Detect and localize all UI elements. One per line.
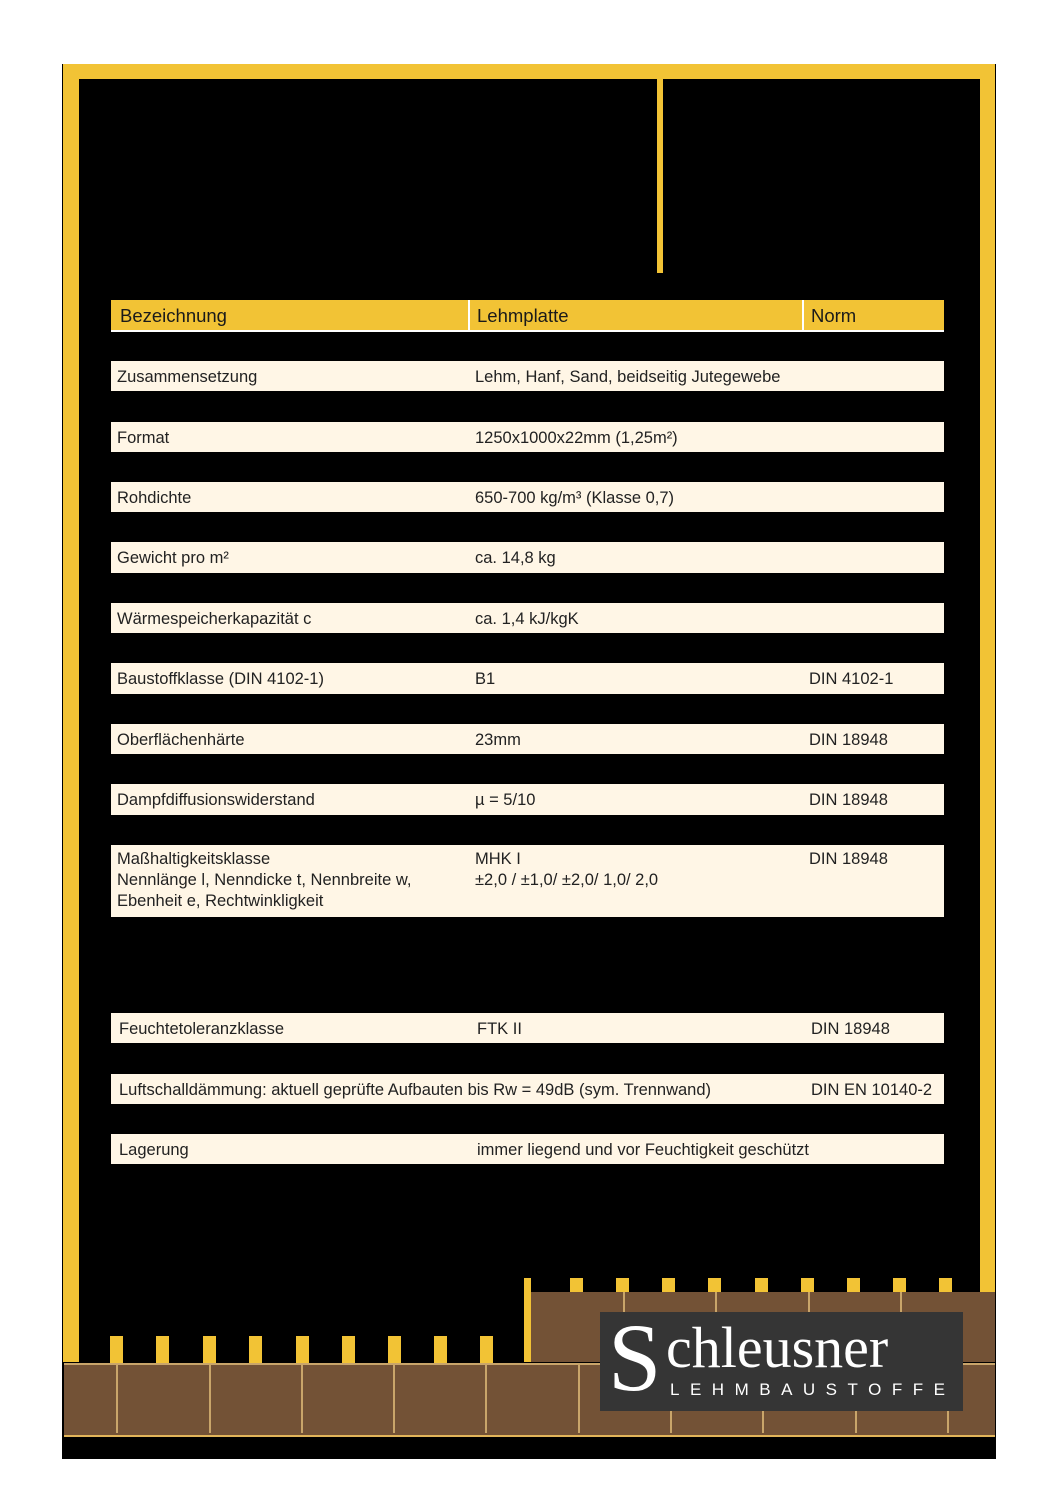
row-value: 650-700 kg/m³ (Klasse 0,7) bbox=[475, 489, 675, 507]
row-label: Zusammensetzung bbox=[117, 368, 258, 386]
crenel bbox=[480, 1336, 493, 1363]
crenel bbox=[616, 1278, 629, 1292]
table-row bbox=[111, 422, 944, 452]
brick-joint bbox=[578, 1365, 580, 1433]
title-divider-line bbox=[657, 79, 663, 273]
row-label-line: Ebenheit e, Rechtwinkligkeit bbox=[117, 892, 324, 910]
crenel bbox=[296, 1336, 309, 1363]
header-separator bbox=[802, 300, 804, 330]
table-header bbox=[111, 300, 944, 332]
brick-joint bbox=[715, 1292, 717, 1312]
crenel bbox=[755, 1278, 768, 1292]
row-norm: DIN 18948 bbox=[811, 1020, 890, 1038]
crenel bbox=[893, 1278, 906, 1292]
brick-joint bbox=[116, 1365, 118, 1433]
table-row bbox=[111, 542, 944, 573]
row-value: ca. 14,8 kg bbox=[475, 549, 556, 567]
table-row bbox=[111, 1013, 944, 1043]
logo-name: chleusner bbox=[666, 1315, 889, 1380]
row-label: Rohdichte bbox=[117, 489, 192, 507]
table-row bbox=[111, 603, 944, 633]
logo-initial: S bbox=[608, 1304, 662, 1411]
brick-joint bbox=[301, 1365, 303, 1433]
table-row bbox=[111, 1134, 944, 1164]
row-label: Wärmespeicherkapazität c bbox=[117, 610, 312, 628]
crenel bbox=[939, 1278, 952, 1292]
row-label: Oberflächenhärte bbox=[117, 731, 245, 749]
page-frame bbox=[62, 64, 996, 1459]
header-bezeichnung: Bezeichnung bbox=[120, 305, 227, 326]
brick-joint bbox=[808, 1292, 810, 1312]
crenel bbox=[203, 1336, 216, 1363]
crenel bbox=[110, 1336, 123, 1363]
row-value: µ = 5/10 bbox=[475, 791, 536, 809]
table-row bbox=[111, 663, 944, 694]
header-separator bbox=[468, 300, 470, 330]
table-row bbox=[111, 784, 944, 815]
frame-border-left bbox=[63, 64, 79, 1362]
crenel bbox=[249, 1336, 262, 1363]
row-norm: DIN 18948 bbox=[809, 731, 888, 749]
wall-post bbox=[524, 1278, 531, 1362]
row-value: MHK I bbox=[475, 850, 521, 868]
table-row bbox=[111, 724, 944, 754]
row-value: ca. 1,4 kJ/kgK bbox=[475, 610, 579, 628]
table-row bbox=[111, 1074, 944, 1104]
row-value: immer liegend und vor Feuchtigkeit geschützt bbox=[477, 1141, 809, 1159]
row-label: Baustoffklasse (DIN 4102-1) bbox=[117, 670, 324, 688]
crenel bbox=[662, 1278, 675, 1292]
header-norm: Norm bbox=[811, 305, 857, 326]
frame-border-right bbox=[980, 64, 995, 1294]
row-value: B1 bbox=[475, 670, 496, 688]
row-label: Lagerung bbox=[119, 1141, 189, 1159]
row-label: Luftschalldämmung: aktuell geprüfte Aufbauten bis Rw = 49dB (sym. Trennwand) bbox=[119, 1081, 712, 1099]
brick-joint bbox=[209, 1365, 211, 1433]
table-row bbox=[111, 361, 944, 391]
row-label: Gewicht pro m² bbox=[117, 549, 229, 567]
crenel bbox=[388, 1336, 401, 1363]
row-label: Feuchtetoleranzklasse bbox=[119, 1020, 285, 1038]
row-label: Format bbox=[117, 429, 170, 447]
crenel bbox=[434, 1336, 447, 1363]
row-norm: DIN EN 10140-2 bbox=[811, 1081, 933, 1099]
row-value-line: ±2,0 / ±1,0/ ±2,0/ 1,0/ 2,0 bbox=[475, 871, 659, 889]
crenel bbox=[708, 1278, 721, 1292]
crenel bbox=[342, 1336, 355, 1363]
row-norm: DIN 18948 bbox=[809, 791, 888, 809]
row-label: Maßhaltigkeitsklasse bbox=[117, 850, 271, 868]
brick-joint bbox=[485, 1365, 487, 1433]
table-row bbox=[111, 482, 944, 512]
row-value: 1250x1000x22mm (1,25m²) bbox=[475, 429, 678, 447]
row-label-line: Nennlänge l, Nenndicke t, Nennbreite w, bbox=[117, 871, 412, 889]
row-norm: DIN 4102-1 bbox=[809, 670, 894, 688]
frame-border-top bbox=[63, 64, 995, 79]
table-row bbox=[111, 845, 944, 917]
crenel bbox=[570, 1278, 583, 1292]
row-label: Dampfdiffusionswiderstand bbox=[117, 791, 315, 809]
crenel bbox=[156, 1336, 169, 1363]
header-lehmplatte: Lehmplatte bbox=[477, 305, 569, 326]
row-value: Lehm, Hanf, Sand, beidseitig Jutegewebe bbox=[475, 368, 781, 386]
brick-joint bbox=[393, 1365, 395, 1433]
company-logo bbox=[600, 1304, 963, 1411]
crenel bbox=[801, 1278, 814, 1292]
brick-joint bbox=[900, 1292, 902, 1312]
logo-subtitle: LEHMBAUSTOFFE bbox=[670, 1380, 956, 1399]
row-norm: DIN 18948 bbox=[809, 850, 888, 868]
row-value: FTK II bbox=[477, 1020, 522, 1038]
crenel bbox=[847, 1278, 860, 1292]
row-value: 23mm bbox=[475, 731, 521, 749]
